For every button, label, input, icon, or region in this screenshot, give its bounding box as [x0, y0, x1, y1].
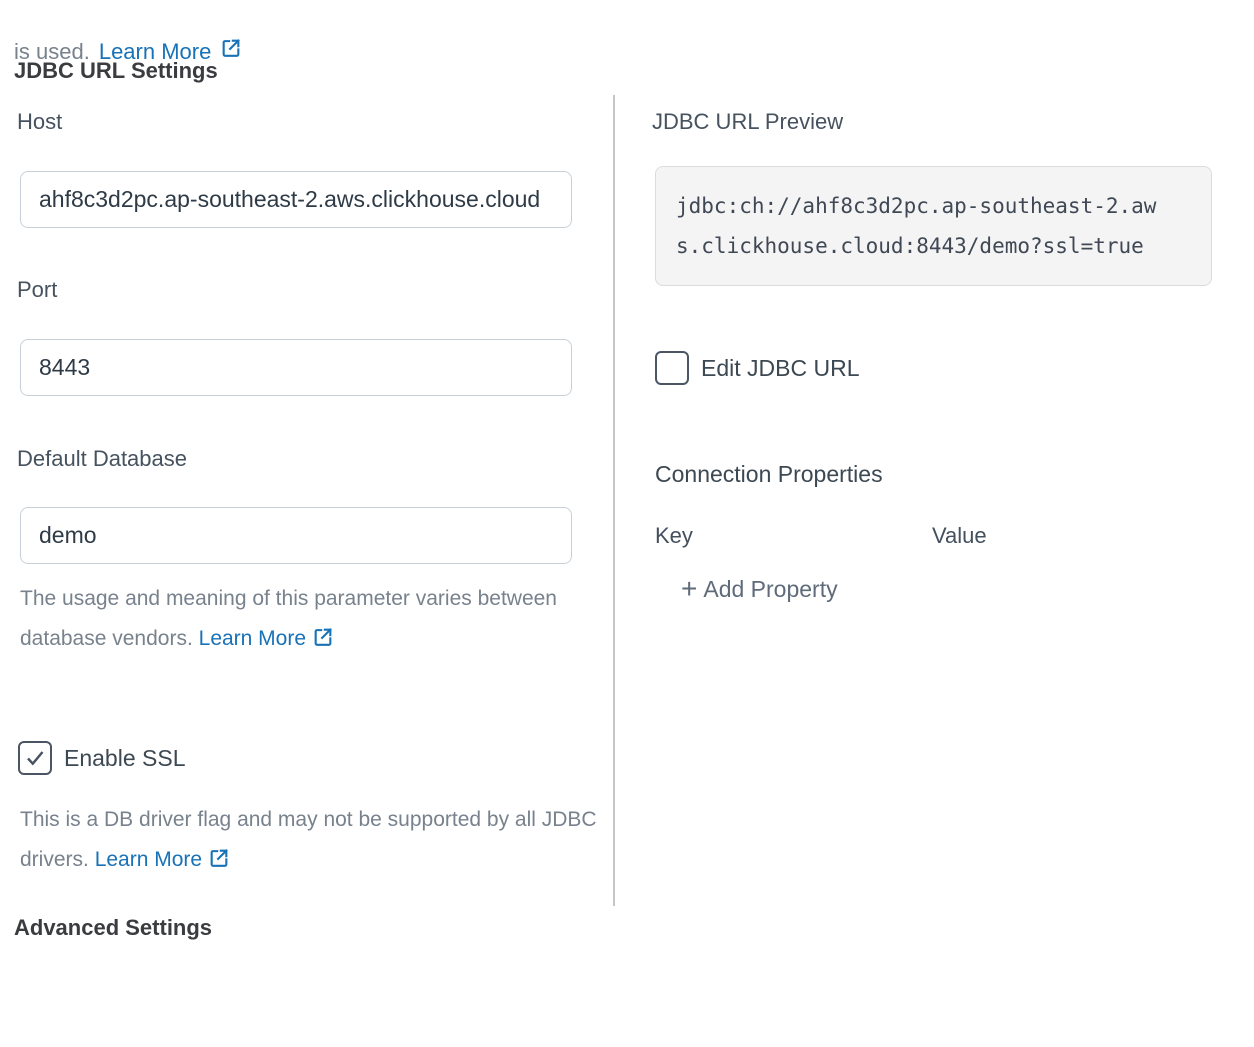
- settings-columns: [0, 95, 1254, 906]
- cutoff-helper-text: is used.: [14, 39, 90, 64]
- enable-ssl-checkbox[interactable]: [18, 741, 52, 775]
- default-database-help-text: The usage and meaning of this parameter varies between database vendors.: [20, 587, 557, 650]
- edit-jdbc-url-label: Edit JDBC URL: [701, 354, 860, 381]
- enable-ssl-help-text: This is a DB driver flag and may not be supported by all JDBC drivers.: [20, 808, 597, 871]
- learn-more-link[interactable]: Learn More: [198, 627, 307, 650]
- cutoff-helper-line: [14, 37, 242, 67]
- add-property-button[interactable]: [681, 575, 838, 603]
- enable-ssl-row: [18, 741, 593, 775]
- port-label: Port: [17, 277, 58, 302]
- connection-properties-heading: Connection Properties: [655, 461, 883, 487]
- checkmark-icon: [23, 746, 47, 770]
- host-input[interactable]: [20, 171, 572, 228]
- right-column: [615, 95, 1254, 906]
- default-database-input[interactable]: [20, 507, 572, 564]
- left-column: [0, 95, 613, 906]
- edit-jdbc-url-row: [655, 351, 1254, 385]
- learn-more-link[interactable]: Learn More: [98, 39, 212, 64]
- add-property-label: Add Property: [703, 575, 838, 602]
- external-link-icon: [208, 843, 230, 883]
- key-column-header: Key: [655, 523, 693, 548]
- external-link-icon: [312, 622, 334, 662]
- value-column-header: Value: [932, 523, 987, 548]
- advanced-settings-heading: Advanced Settings: [14, 915, 213, 940]
- external-link-icon: [220, 37, 242, 67]
- enable-ssl-help: [20, 800, 598, 883]
- enable-ssl-label: Enable SSL: [64, 744, 186, 771]
- jdbc-url-preview-code: jdbc:ch://ahf8c3d2pc.ap-southeast-2.aws.clickhouse.cloud:8443/demo?ssl=true: [676, 194, 1157, 258]
- jdbc-url-preview-box: [655, 166, 1212, 286]
- jdbc-url-settings-heading: JDBC URL Settings: [14, 58, 218, 83]
- host-label: Host: [17, 109, 63, 134]
- plus-icon: +: [681, 573, 698, 604]
- connection-properties-header-row: [655, 523, 1254, 549]
- default-database-label: Default Database: [17, 446, 187, 471]
- jdbc-url-preview-label: JDBC URL Preview: [652, 109, 844, 134]
- learn-more-link[interactable]: Learn More: [94, 848, 203, 871]
- default-database-help: [20, 579, 565, 662]
- edit-jdbc-url-checkbox[interactable]: [655, 351, 689, 385]
- port-input[interactable]: [20, 339, 572, 396]
